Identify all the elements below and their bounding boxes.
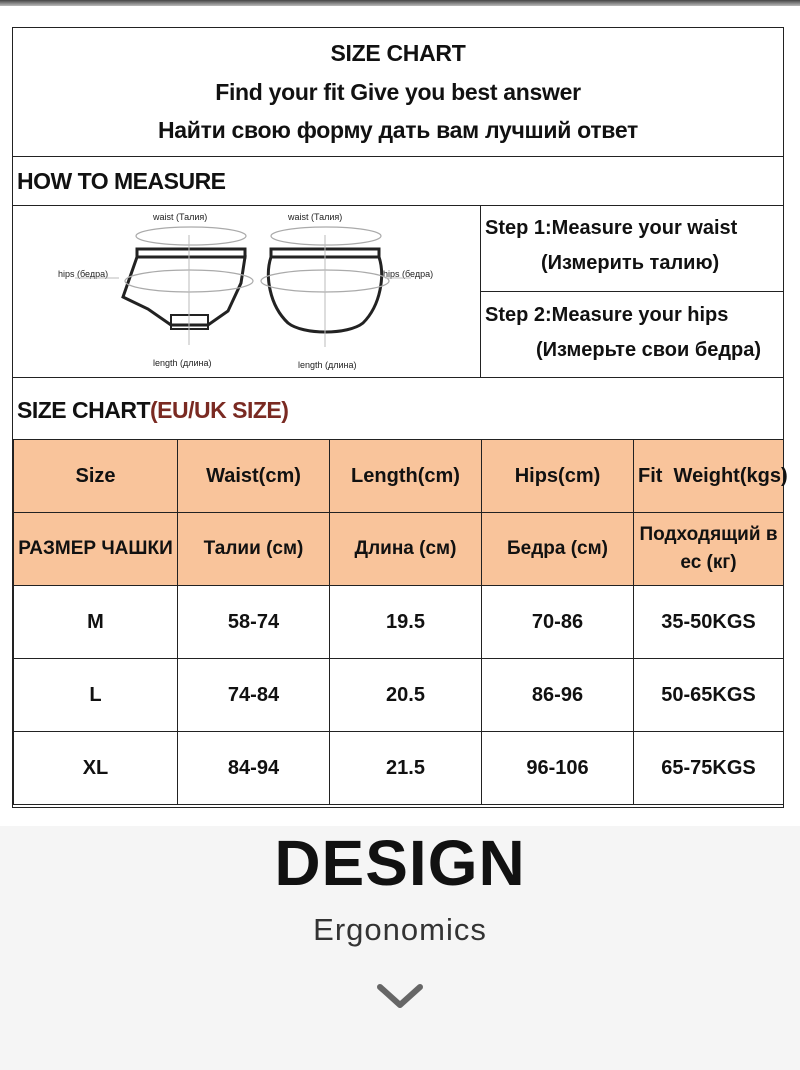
cell-waist: 58-74: [178, 586, 330, 659]
header-hips-ru: Бедра (см): [482, 513, 634, 586]
table-header-row-ru: [14, 513, 784, 586]
cell-size: L: [14, 659, 178, 732]
step-1-ru: (Измерить талию): [541, 252, 720, 274]
table-row: [14, 586, 784, 659]
step-2-cell: [481, 292, 783, 377]
how-to-measure-header: [13, 156, 783, 206]
size-chart-title-suffix: (EU/UK SIZE): [150, 397, 289, 423]
header-length-ru: Длина (см): [330, 513, 482, 586]
cell-hips: 96-106: [482, 732, 634, 805]
header-size: Size: [14, 440, 178, 513]
cell-length: 21.5: [330, 732, 482, 805]
cell-weight: 35-50KGS: [634, 586, 784, 659]
chart-subtitle-ru: Найти свою форму дать вам лучший ответ: [158, 117, 638, 143]
cell-weight: 50-65KGS: [634, 659, 784, 732]
cell-weight: 65-75KGS: [634, 732, 784, 805]
chart-subtitle-en: Find your fit Give you best answer: [215, 79, 581, 105]
cell-size: M: [14, 586, 178, 659]
length-label-right: length (длина): [298, 360, 357, 370]
cell-length: 19.5: [330, 586, 482, 659]
cell-hips: 86-96: [482, 659, 634, 732]
design-title: DESIGN: [274, 827, 526, 899]
title-block: [13, 28, 783, 157]
header-waist: Waist(cm): [178, 440, 330, 513]
waist-label-left: waist (Талия): [153, 212, 208, 222]
design-section: [0, 826, 800, 1070]
chevron-down-icon[interactable]: [376, 981, 424, 1011]
header-waist-ru: Талии (см): [178, 513, 330, 586]
waist-label-right: waist (Талия): [288, 212, 343, 222]
size-chart-title-main: SIZE CHART: [17, 397, 150, 423]
step-2-en: Step 2:Measure your hips: [485, 304, 729, 326]
size-chart-title: [17, 397, 288, 424]
header-weight: Fit Weight(kgs): [634, 440, 784, 513]
how-to-measure-title: HOW TO MEASURE: [17, 168, 226, 194]
cell-waist: 84-94: [178, 732, 330, 805]
table-row: [14, 732, 784, 805]
size-chart-header: [13, 377, 783, 439]
step-2-ru: (Измерьте свои бедра): [536, 339, 762, 361]
hips-label-right: hips (бедра): [383, 269, 434, 279]
measure-section: [13, 205, 783, 378]
top-divider: [0, 0, 800, 6]
measure-diagram: [13, 205, 481, 377]
header-length: Length(cm): [330, 440, 482, 513]
header-size-ru: РАЗМЕР ЧАШКИ: [14, 513, 178, 586]
size-chart-sheet: [12, 27, 788, 808]
cell-size: XL: [14, 732, 178, 805]
step-1-en: Step 1:Measure your waist: [485, 217, 738, 239]
header-hips: Hips(cm): [482, 440, 634, 513]
cell-waist: 74-84: [178, 659, 330, 732]
length-label-left: length (длина): [153, 358, 212, 368]
table-header-row-en: [14, 440, 784, 513]
briefs-diagram-icon: [13, 205, 480, 377]
chart-title: SIZE CHART: [330, 40, 466, 66]
design-subtitle: Ergonomics: [313, 912, 487, 947]
header-weight-ru: Подходящий в ес (кг): [634, 513, 784, 586]
hips-label-left: hips (бедра): [58, 269, 109, 279]
size-table: [13, 439, 788, 805]
table-row: [14, 659, 784, 732]
step-1-cell: [481, 205, 783, 292]
cell-length: 20.5: [330, 659, 482, 732]
cell-hips: 70-86: [482, 586, 634, 659]
